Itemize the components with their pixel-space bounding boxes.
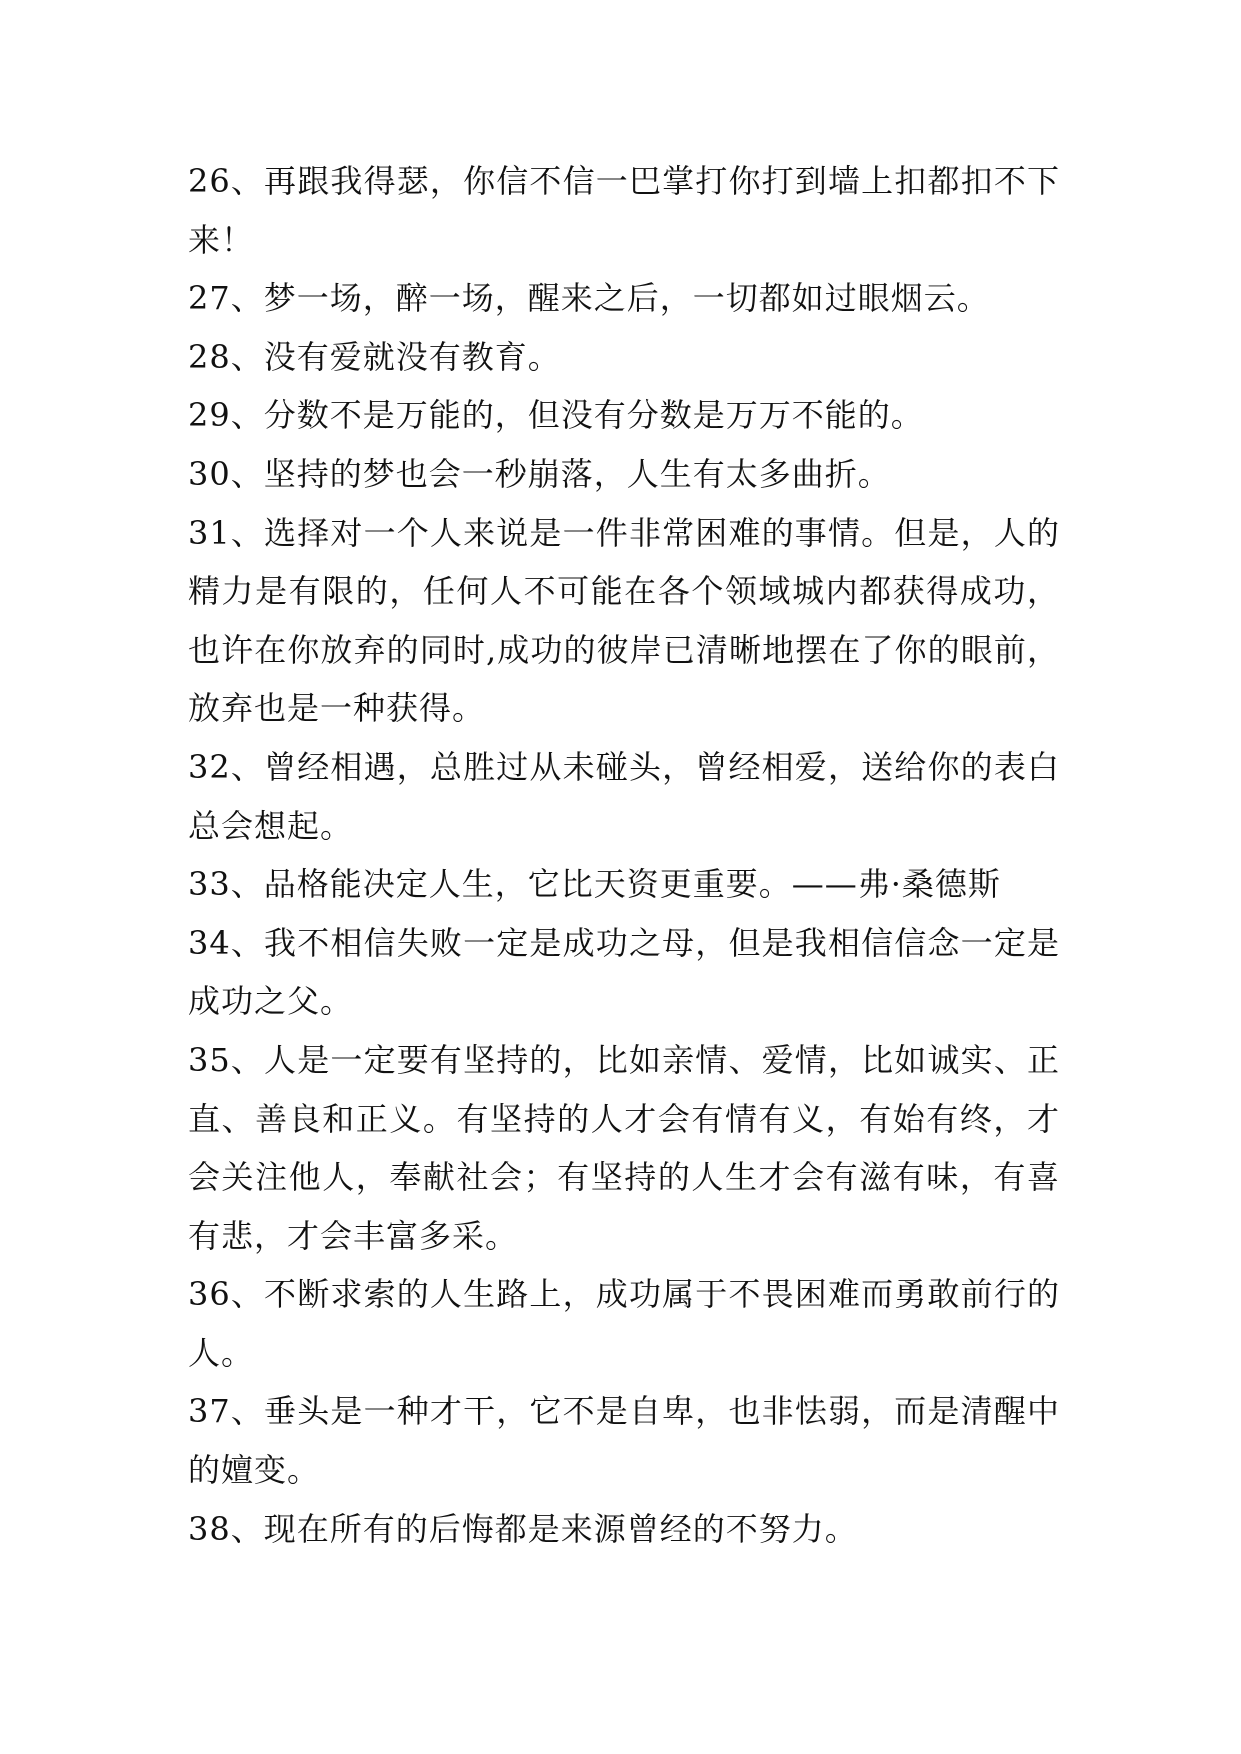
quote-item-34: 34、我不相信失败一定是成功之母，但是我相信信念一定是成功之父。 <box>188 923 1060 1021</box>
quote-item-37: 37、垂头是一种才干，它不是自卑，也非怯弱，而是清醒中的嬗变。 <box>188 1392 1060 1490</box>
quote-item-28: 28、没有爱就没有教育。 <box>188 337 561 376</box>
quote-item-27: 27、梦一场，醉一场，醒来之后，一切都如过眼烟云。 <box>188 279 990 318</box>
quote-item-31: 31、选择对一个人来说是一件非常困难的事情。但是，人的精力是有限的，任何人不可能在各个领域城内都获得成功，也许在你放弃的同时,成功的彼岸已清晰地摆在了你的眼前，放弃也是一种获得。 <box>188 513 1060 728</box>
quote-item-33: 33、品格能决定人生，它比天资更重要。——弗·桑德斯 <box>188 865 1001 904</box>
quote-item-36: 36、不断求索的人生路上，成功属于不畏困难而勇敢前行的人。 <box>188 1275 1060 1372</box>
quote-item-30: 30、坚持的梦也会一秒崩落，人生有太多曲折。 <box>188 454 891 493</box>
quote-item-29: 29、分数不是万能的，但没有分数是万万不能的。 <box>188 396 924 435</box>
quote-item-32: 32、曾经相遇，总胜过从未碰头，曾经相爱，送给你的表白总会想起。 <box>188 747 1060 845</box>
quote-item-35: 35、人是一定要有坚持的，比如亲情、爱情，比如诚实、正直、善良和正义。有坚持的人才会有情有义，有始有终，才会关注他人，奉献社会；有坚持的人生才会有滋有味，有喜有悲，才会丰富多采。 <box>188 1040 1060 1255</box>
quote-list <box>188 152 1060 1558</box>
quote-item-38: 38、现在所有的后悔都是来源曾经的不努力。 <box>188 1509 858 1548</box>
quote-item-26: 26、再跟我得瑟，你信不信一巴掌打你打到墙上扣都扣不下来！ <box>188 162 1060 259</box>
